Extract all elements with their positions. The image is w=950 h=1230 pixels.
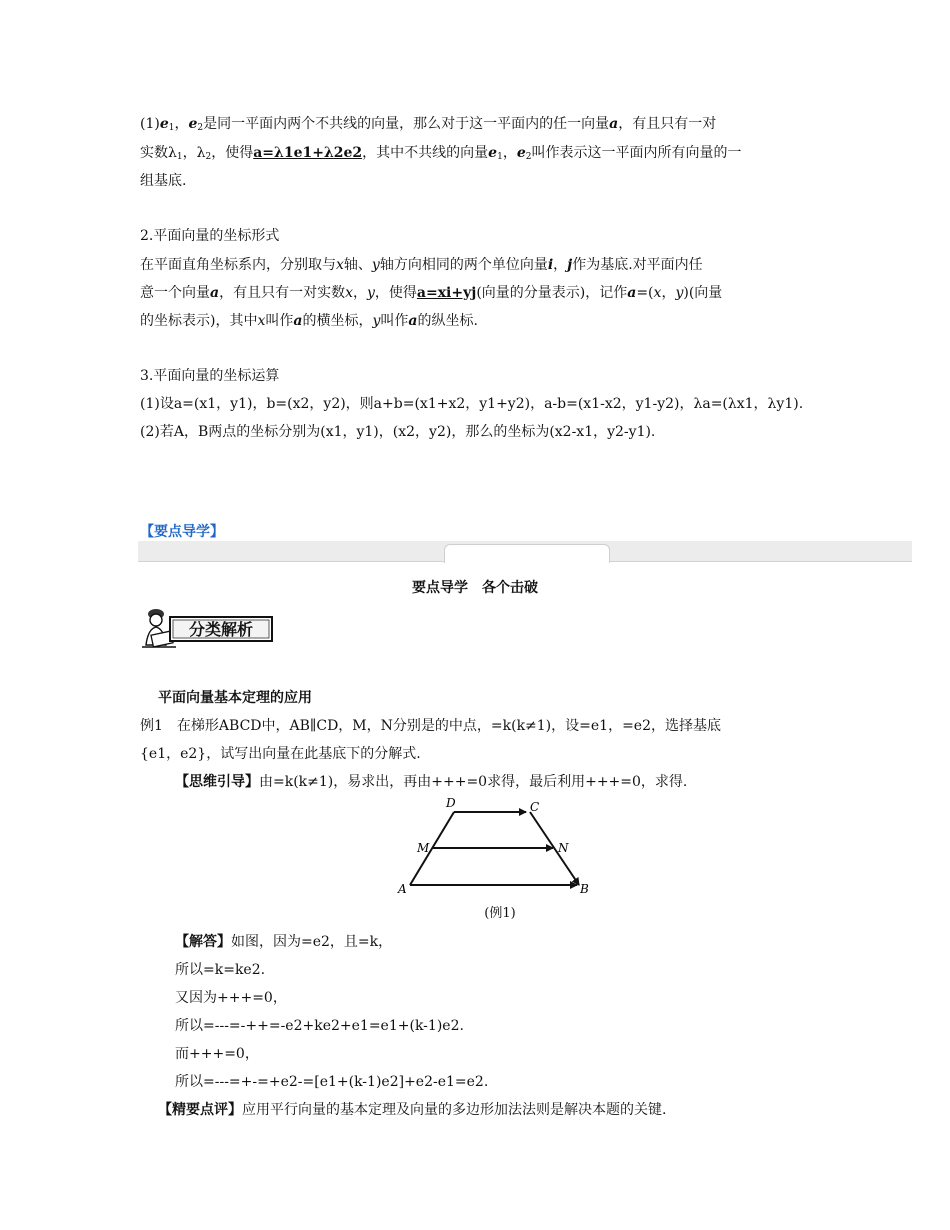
- coord-form-line-2: 意一个向量a，有且只有一对实数x，y，使得a=xi+yj(向量的分量表示)，记作a=(x，y)(向量: [140, 285, 723, 301]
- label-n: N: [558, 841, 569, 855]
- center-title: 要点导学 各个击破: [412, 580, 538, 596]
- basis-line-3: 组基底.: [140, 173, 187, 189]
- topic-title: 平面向量基本定理的应用: [158, 690, 312, 706]
- section-label: 【要点导学】: [140, 524, 224, 540]
- coord-ops-line-1: (1)设a=(x1，y1)，b=(x2，y2)，则a+b=(x1+x2，y1+y2)，a-b=(x1-x2，y1-y2)，λa=(λx1，λy1).: [140, 396, 804, 412]
- figure-caption: (例1): [484, 906, 516, 921]
- label-a: A: [398, 882, 407, 896]
- badge-text: 分类解析: [188, 620, 254, 639]
- solution-line-5: 所以=---=+-=+e2-=[e1+(k-1)e2]+e2-e1=e2.: [175, 1074, 489, 1090]
- coord-ops-line-2: (2)若A，B两点的坐标分别为(x1，y1)，(x2，y2)，那么的坐标为(x2-x1，y2-y1).: [140, 424, 656, 440]
- coord-ops-heading: 3.平面向量的坐标运算: [140, 368, 280, 384]
- label-m: M: [417, 841, 430, 855]
- coord-formula: a=xi+yj: [416, 285, 477, 301]
- label-b: B: [580, 882, 589, 896]
- coord-form-line-1: 在平面直角坐标系内，分别取与x轴、y轴方向相同的两个单位向量i，j作为基底.对平面内任: [140, 257, 703, 273]
- section-tab: [444, 544, 610, 563]
- hint-label: 【思维引导】: [175, 774, 259, 790]
- basis-line-1: $(1)e_1$，$e_2$是同一平面内两个不共线的向量，那么对于这一平面内的任一向量a，有且只有一对: [140, 116, 717, 133]
- label-c: C: [530, 800, 540, 814]
- hint-line: 【思维引导】由=k(k≠1)，易求出，再由+++=0求得，最后利用+++=0，求得.: [175, 774, 688, 790]
- category-badge: [138, 605, 276, 651]
- solution-label: 【解答】: [175, 934, 231, 950]
- basis-formula: a=λ1e1+λ2e2: [253, 145, 363, 161]
- coord-form-heading: 2.平面向量的坐标形式: [140, 228, 280, 244]
- review-line: 【精要点评】应用平行向量的基本定理及向量的多边形加法法则是解决本题的关键.: [158, 1102, 667, 1118]
- solution-line-0: 【解答】如图，因为=e2，且=k，: [175, 934, 393, 950]
- review-label: 【精要点评】: [158, 1102, 242, 1118]
- solution-line-1: 所以=k=ke2.: [175, 962, 266, 978]
- basis-line-2: 实数$\lambda_1$，$\lambda_2$，使得a=λ1e1+λ2e2，其中不共线的向量$e_1$，$e_2$叫作表示这一平面内所有向量的一: [140, 145, 742, 162]
- example-line-1: 例1 在梯形ABCD中，AB∥CD，M，N分别是的中点，=k(k≠1)，设=e1，=e2，选择基底: [140, 718, 721, 734]
- solution-line-2: 又因为+++=0，: [175, 990, 287, 1006]
- label-d: D: [446, 796, 456, 810]
- example-line-2: {e1，e2}，试写出向量在此基底下的分解式.: [140, 746, 421, 762]
- coord-form-line-3: 的坐标表示)，其中x叫作a的横坐标，y叫作a的纵坐标.: [140, 313, 478, 329]
- solution-line-3: 所以=---=-++=-e2+ke2+e1=e1+(k-1)e2.: [175, 1018, 464, 1034]
- solution-line-4: 而+++=0，: [175, 1046, 259, 1062]
